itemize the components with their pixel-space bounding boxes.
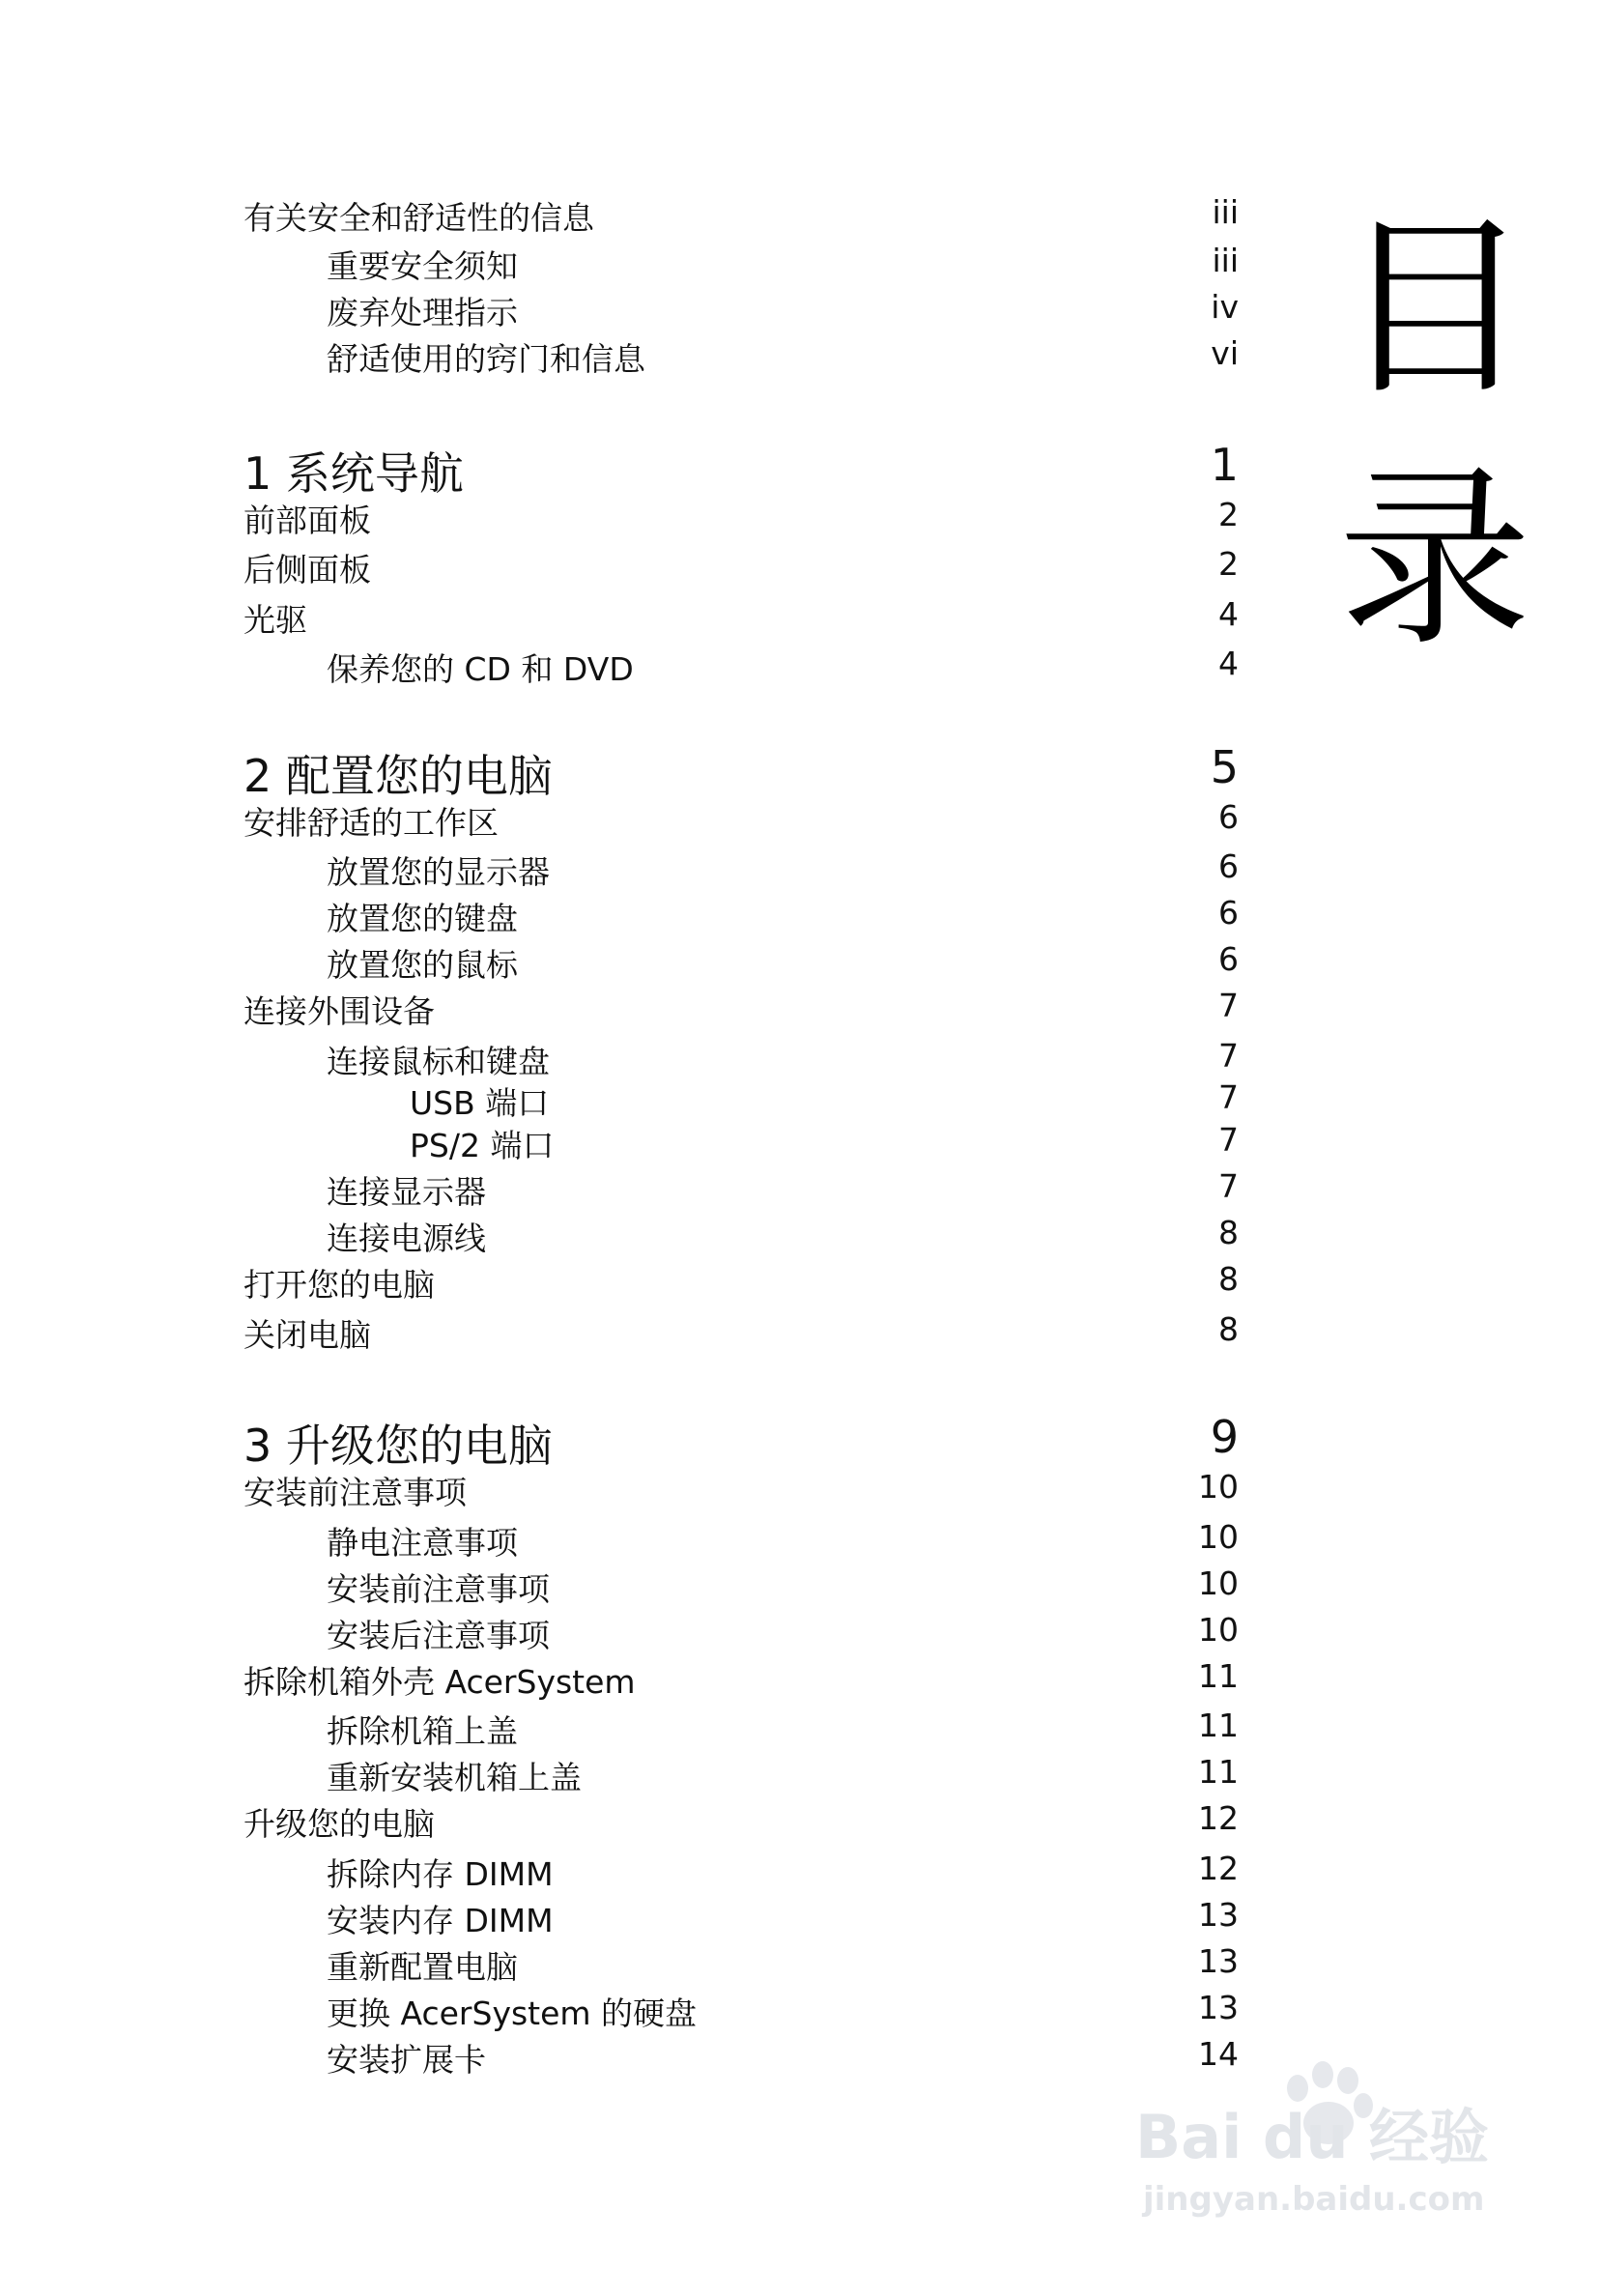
toc-entry-row[interactable] bbox=[243, 496, 1239, 539]
toc-entry-page: 11 bbox=[1198, 1657, 1239, 1695]
toc-entry-page: iv bbox=[1211, 288, 1239, 326]
toc-entry-row[interactable] bbox=[243, 1078, 1239, 1122]
toc-entry-row[interactable] bbox=[243, 1037, 1239, 1080]
toc-entry-row[interactable] bbox=[243, 1167, 1239, 1211]
toc-entry-row[interactable] bbox=[243, 2035, 1239, 2079]
toc-entry-page: iii bbox=[1212, 193, 1239, 231]
toc-entry-title: 静电注意事项 bbox=[327, 1524, 518, 1562]
toc-entry-page: 11 bbox=[1198, 1753, 1239, 1791]
toc-entry-title: 连接显示器 bbox=[327, 1173, 486, 1211]
toc-entry-title: 拆除内存 DIMM bbox=[327, 1855, 554, 1893]
toc-chapter-row[interactable] bbox=[243, 1411, 1239, 1472]
toc-chapter-row[interactable] bbox=[243, 439, 1239, 500]
toc-entry-title: 废弃处理指示 bbox=[327, 294, 518, 331]
toc-entry-page: 13 bbox=[1198, 1989, 1239, 2026]
toc-entry-page: iii bbox=[1212, 242, 1239, 279]
toc-entry-row[interactable] bbox=[243, 1989, 1239, 2032]
toc-entry-title: 放置您的鼠标 bbox=[327, 946, 518, 984]
toc-entry-title: 拆除机箱上盖 bbox=[327, 1712, 518, 1750]
page-heading bbox=[1338, 184, 1532, 686]
toc-entry-row[interactable] bbox=[243, 1799, 1239, 1843]
toc-entry-page: 8 bbox=[1218, 1310, 1239, 1348]
toc-entry-row[interactable] bbox=[243, 894, 1239, 937]
toc-entry-title: 连接电源线 bbox=[327, 1220, 486, 1257]
toc-entry-page: 5 bbox=[1210, 741, 1239, 793]
toc-entry-title: 安装扩展卡 bbox=[327, 2041, 486, 2079]
toc-entry-page: 9 bbox=[1210, 1411, 1239, 1463]
toc-entry-title: 保养您的 CD 和 DVD bbox=[327, 650, 634, 688]
toc-entry-title: 1 系统导航 bbox=[243, 447, 464, 500]
toc-entry-title: 关闭电脑 bbox=[243, 1316, 371, 1354]
toc-entry-row[interactable] bbox=[243, 334, 1239, 378]
toc-entry-page: 4 bbox=[1218, 645, 1239, 682]
toc-entry-page: 14 bbox=[1198, 2035, 1239, 2073]
toc-entry-title: USB 端口 bbox=[410, 1084, 550, 1122]
toc-entry-row[interactable] bbox=[243, 1121, 1239, 1164]
toc-entry-title: 后侧面板 bbox=[243, 551, 371, 588]
toc-entry-title: 连接外围设备 bbox=[243, 992, 435, 1030]
toc-entry-title: 舒适使用的窍门和信息 bbox=[327, 340, 645, 378]
toc-entry-page: 13 bbox=[1198, 1942, 1239, 1980]
toc-entry-page: 10 bbox=[1198, 1564, 1239, 1602]
toc-entry-row[interactable] bbox=[243, 1518, 1239, 1562]
toc-entry-page: 8 bbox=[1218, 1214, 1239, 1251]
toc-entry-row[interactable] bbox=[243, 288, 1239, 331]
toc-entry-row[interactable] bbox=[243, 242, 1239, 285]
toc-entry-page: 7 bbox=[1218, 1167, 1239, 1205]
toc-entry-row[interactable] bbox=[243, 1611, 1239, 1654]
toc-entry-page: 6 bbox=[1218, 847, 1239, 885]
toc-entry-page: 10 bbox=[1198, 1468, 1239, 1506]
toc-entry-row[interactable] bbox=[243, 1564, 1239, 1608]
toc-entry-row[interactable] bbox=[243, 798, 1239, 842]
toc-entry-page: vi bbox=[1211, 334, 1239, 372]
toc-entry-title: 前部面板 bbox=[243, 502, 371, 539]
toc-entry-title: PS/2 端口 bbox=[410, 1127, 555, 1164]
toc-entry-row[interactable] bbox=[243, 1657, 1239, 1701]
toc-entry-page: 6 bbox=[1218, 798, 1239, 836]
heading-char-1: 目 bbox=[1338, 196, 1532, 421]
toc-entry-page: 6 bbox=[1218, 894, 1239, 932]
toc-entry-title: 安排舒适的工作区 bbox=[243, 804, 499, 842]
toc-entry-page: 2 bbox=[1218, 496, 1239, 533]
baidu-watermark bbox=[1126, 2034, 1512, 2227]
toc-chapter-row[interactable] bbox=[243, 741, 1239, 802]
toc-entry-page: 7 bbox=[1218, 1078, 1239, 1116]
toc-entry-page: 7 bbox=[1218, 1121, 1239, 1159]
toc-entry-page: 10 bbox=[1198, 1611, 1239, 1649]
toc-entry-page: 13 bbox=[1198, 1896, 1239, 1934]
toc-entry-title: 安装前注意事项 bbox=[327, 1570, 550, 1608]
toc-entry-title: 光驱 bbox=[243, 601, 307, 639]
toc-entry-title: 放置您的显示器 bbox=[327, 853, 550, 891]
toc-entry-row[interactable] bbox=[243, 1850, 1239, 1893]
toc-entry-row[interactable] bbox=[243, 193, 1239, 237]
toc-entry-row[interactable] bbox=[243, 595, 1239, 639]
heading-char-2: 录 bbox=[1338, 447, 1532, 673]
toc-entry-title: 拆除机箱外壳 AcerSystem bbox=[243, 1663, 636, 1701]
toc-entry-page: 12 bbox=[1198, 1799, 1239, 1837]
toc-entry-page: 11 bbox=[1198, 1707, 1239, 1744]
toc-entry-page: 12 bbox=[1198, 1850, 1239, 1887]
toc-entry-page: 7 bbox=[1218, 987, 1239, 1024]
watermark-url: jingyan.baidu.com bbox=[1143, 2180, 1485, 2219]
toc-entry-page: 2 bbox=[1218, 545, 1239, 583]
toc-entry-row[interactable] bbox=[243, 1214, 1239, 1257]
toc-entry-title: 更换 AcerSystem 的硬盘 bbox=[327, 1995, 698, 2032]
toc-entry-title: 重要安全须知 bbox=[327, 247, 518, 285]
toc-entry-page: 10 bbox=[1198, 1518, 1239, 1556]
toc-entry-title: 打开您的电脑 bbox=[243, 1266, 435, 1304]
toc-entry-page: 7 bbox=[1218, 1037, 1239, 1075]
toc-entry-row[interactable] bbox=[243, 1942, 1239, 1986]
toc-entry-page: 8 bbox=[1218, 1260, 1239, 1298]
toc-entry-title: 重新安装机箱上盖 bbox=[327, 1759, 582, 1796]
toc-entry-row[interactable] bbox=[243, 545, 1239, 588]
toc-entry-title: 2 配置您的电脑 bbox=[243, 750, 553, 802]
toc-entry-page: 1 bbox=[1210, 439, 1239, 491]
toc-entry-row[interactable] bbox=[243, 1468, 1239, 1511]
toc-entry-row[interactable] bbox=[243, 847, 1239, 891]
toc-entry-title: 安装前注意事项 bbox=[243, 1474, 467, 1511]
toc-entry-title: 升级您的电脑 bbox=[243, 1805, 435, 1843]
toc-entry-row[interactable] bbox=[243, 940, 1239, 984]
toc-entry-row[interactable] bbox=[243, 1260, 1239, 1304]
toc-entry-title: 连接鼠标和键盘 bbox=[327, 1043, 550, 1080]
watermark-brand: Bai du 经验 bbox=[1135, 2102, 1490, 2172]
toc-entry-page: 4 bbox=[1218, 595, 1239, 633]
toc-entry-row[interactable] bbox=[243, 645, 1239, 688]
toc-entry-row[interactable] bbox=[243, 1896, 1239, 1939]
toc-entry-title: 安装后注意事项 bbox=[327, 1617, 550, 1654]
toc-entry-title: 安装内存 DIMM bbox=[327, 1902, 554, 1939]
toc-entry-title: 3 升级您的电脑 bbox=[243, 1420, 553, 1472]
toc-entry-page: 6 bbox=[1218, 940, 1239, 978]
toc-entry-title: 放置您的键盘 bbox=[327, 900, 518, 937]
toc-entry-row[interactable] bbox=[243, 1310, 1239, 1354]
toc-entry-title: 重新配置电脑 bbox=[327, 1948, 518, 1986]
toc-entry-row[interactable] bbox=[243, 987, 1239, 1030]
toc-entry-row[interactable] bbox=[243, 1707, 1239, 1750]
toc-entry-title: 有关安全和舒适性的信息 bbox=[243, 199, 594, 237]
toc-entry-row[interactable] bbox=[243, 1753, 1239, 1796]
